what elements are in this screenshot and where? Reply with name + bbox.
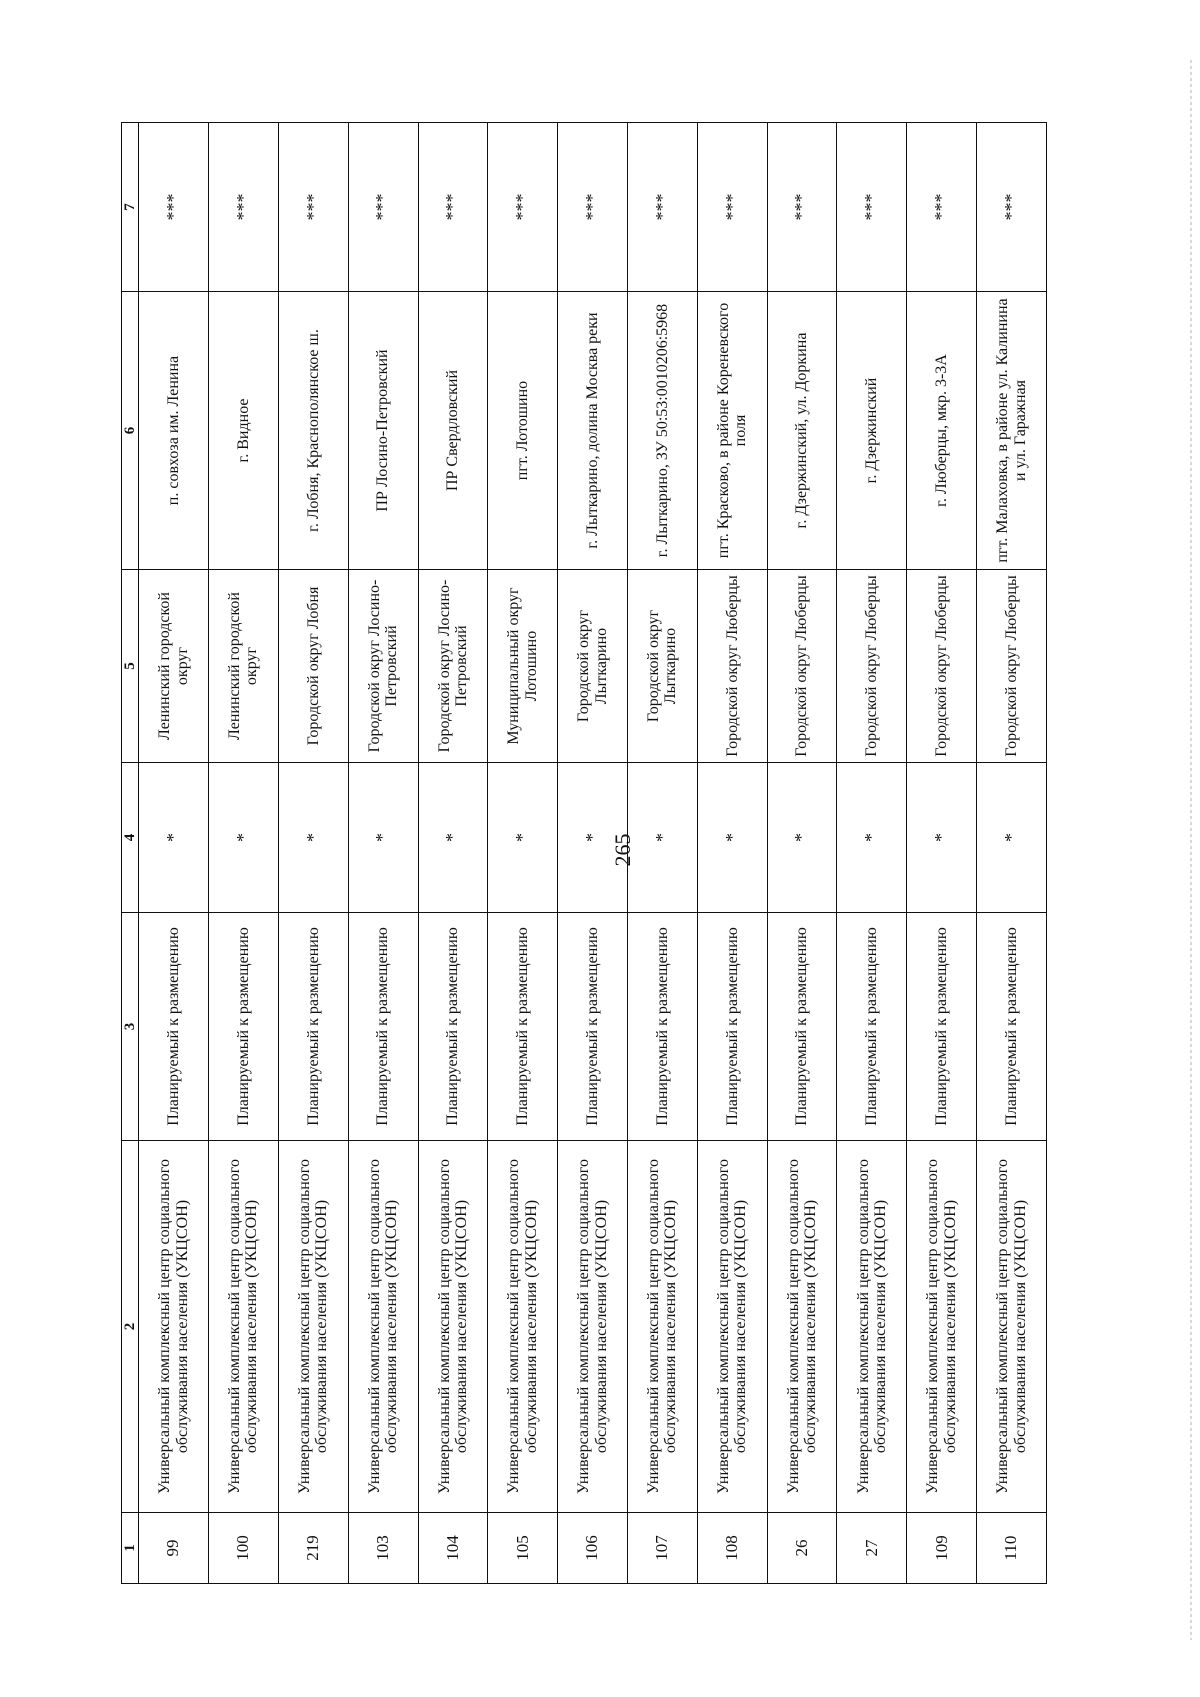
location-cell: г. Лыткарино, ЗУ 50:53:0010206:5968 (627, 292, 697, 570)
location-cell: пгт. Малаховка, в районе ул. Калинина и ул. Гаражная (977, 292, 1047, 570)
table-row (837, 123, 907, 1584)
facility-name-cell: Универсальный комплексный центр социального обслуживания населения (УКЦСОН) (348, 1141, 418, 1513)
column-header: 1 (122, 1513, 139, 1584)
status-cell: Планируемый к размещению (767, 913, 837, 1141)
table-body (139, 123, 1047, 1584)
facility-name-cell: Универсальный комплексный центр социального обслуживания населения (УКЦСОН) (907, 1141, 977, 1513)
facility-name-cell: Универсальный комплексный центр социального обслуживания населения (УКЦСОН) (837, 1141, 907, 1513)
column4-mark-cell: * (209, 763, 279, 913)
municipality-cell: Городской округ Люберцы (907, 570, 977, 763)
facility-name-cell: Универсальный комплексный центр социального обслуживания населения (УКЦСОН) (627, 1141, 697, 1513)
column7-mark-cell: *** (488, 123, 558, 292)
row-number-cell: 100 (209, 1513, 279, 1584)
row-number-cell: 107 (627, 1513, 697, 1584)
row-number-cell: 108 (697, 1513, 767, 1584)
column-header: 7 (122, 123, 139, 292)
location-cell: г. Лобня, Краснополянское ш. (278, 292, 348, 570)
status-cell: Планируемый к размещению (209, 913, 279, 1141)
table-row (907, 123, 977, 1584)
row-number-cell: 106 (558, 1513, 628, 1584)
row-number-cell: 27 (837, 1513, 907, 1584)
column4-mark-cell: * (488, 763, 558, 913)
column-header: 5 (122, 570, 139, 763)
column7-mark-cell: *** (907, 123, 977, 292)
column7-mark-cell: *** (209, 123, 279, 292)
facility-name-cell: Универсальный комплексный центр социального обслуживания населения (УКЦСОН) (977, 1141, 1047, 1513)
table-row (977, 123, 1047, 1584)
column7-mark-cell: *** (139, 123, 209, 292)
column7-mark-cell: *** (627, 123, 697, 292)
table-row (558, 123, 628, 1584)
facility-name-cell: Универсальный комплексный центр социального обслуживания населения (УКЦСОН) (209, 1141, 279, 1513)
column7-mark-cell: *** (348, 123, 418, 292)
status-cell: Планируемый к размещению (139, 913, 209, 1141)
table-header-row (122, 123, 139, 1584)
table-rotated-container (121, 123, 1047, 1584)
facility-name-cell: Универсальный комплексный центр социального обслуживания населения (УКЦСОН) (697, 1141, 767, 1513)
column-header: 2 (122, 1141, 139, 1513)
municipality-cell: Городской округ Люберцы (767, 570, 837, 763)
municipality-cell: Городской округ Лобня (278, 570, 348, 763)
column4-mark-cell: * (278, 763, 348, 913)
location-cell: г. Люберцы, мкр. 3-3А (907, 292, 977, 570)
municipality-cell: Городской округ Лосино-Петровский (348, 570, 418, 763)
municipality-cell: Городской округ Лыткарино (558, 570, 628, 763)
location-cell: п. совхоза им. Ленина (139, 292, 209, 570)
column4-mark-cell: * (767, 763, 837, 913)
column-header: 6 (122, 292, 139, 570)
municipality-cell: Городской округ Люберцы (977, 570, 1047, 763)
column4-mark-cell: * (907, 763, 977, 913)
status-cell: Планируемый к размещению (488, 913, 558, 1141)
status-cell: Планируемый к размещению (418, 913, 488, 1141)
column7-mark-cell: *** (278, 123, 348, 292)
column-header: 4 (122, 763, 139, 913)
table-row (627, 123, 697, 1584)
column4-mark-cell: * (627, 763, 697, 913)
location-cell: г. Лыткарино, долина Москва реки (558, 292, 628, 570)
municipality-cell: Городской округ Лыткарино (627, 570, 697, 763)
status-cell: Планируемый к размещению (278, 913, 348, 1141)
column-header: 3 (122, 913, 139, 1141)
status-cell: Планируемый к размещению (558, 913, 628, 1141)
table-row (767, 123, 837, 1584)
row-number-cell: 109 (907, 1513, 977, 1584)
column4-mark-cell: * (977, 763, 1047, 913)
row-number-cell: 219 (278, 1513, 348, 1584)
location-cell: г. Дзержинский (837, 292, 907, 570)
scan-edge-artifact (1190, 60, 1192, 1640)
column4-mark-cell: * (697, 763, 767, 913)
location-cell: г. Дзержинский, ул. Доркина (767, 292, 837, 570)
status-cell: Планируемый к размещению (697, 913, 767, 1141)
column7-mark-cell: *** (767, 123, 837, 292)
municipality-cell: Ленинский городской округ (139, 570, 209, 763)
facility-name-cell: Универсальный комплексный центр социального обслуживания населения (УКЦСОН) (278, 1141, 348, 1513)
table-row (209, 123, 279, 1584)
column7-mark-cell: *** (558, 123, 628, 292)
status-cell: Планируемый к размещению (907, 913, 977, 1141)
column7-mark-cell: *** (837, 123, 907, 292)
column7-mark-cell: *** (418, 123, 488, 292)
column7-mark-cell: *** (977, 123, 1047, 292)
page-number: 265 (610, 833, 635, 867)
table-row (418, 123, 488, 1584)
municipality-cell: Городской округ Лосино-Петровский (418, 570, 488, 763)
municipality-cell: Городской округ Люберцы (837, 570, 907, 763)
column4-mark-cell: * (139, 763, 209, 913)
facility-name-cell: Универсальный комплексный центр социального обслуживания населения (УКЦСОН) (139, 1141, 209, 1513)
facility-name-cell: Универсальный комплексный центр социального обслуживания населения (УКЦСОН) (488, 1141, 558, 1513)
table-row (488, 123, 558, 1584)
facilities-table (121, 122, 1047, 1584)
column7-mark-cell: *** (697, 123, 767, 292)
status-cell: Планируемый к размещению (977, 913, 1047, 1141)
location-cell: пгт. Лотошино (488, 292, 558, 570)
status-cell: Планируемый к размещению (627, 913, 697, 1141)
location-cell: ПР Свердловский (418, 292, 488, 570)
row-number-cell: 105 (488, 1513, 558, 1584)
table-row (697, 123, 767, 1584)
location-cell: пгт. Красково, в районе Кореневского поля (697, 292, 767, 570)
status-cell: Планируемый к размещению (837, 913, 907, 1141)
status-cell: Планируемый к размещению (348, 913, 418, 1141)
row-number-cell: 26 (767, 1513, 837, 1584)
column4-mark-cell: * (418, 763, 488, 913)
facility-name-cell: Универсальный комплексный центр социального обслуживания населения (УКЦСОН) (418, 1141, 488, 1513)
municipality-cell: Городской округ Люберцы (697, 570, 767, 763)
location-cell: г. Видное (209, 292, 279, 570)
column4-mark-cell: * (558, 763, 628, 913)
facility-name-cell: Универсальный комплексный центр социального обслуживания населения (УКЦСОН) (558, 1141, 628, 1513)
table-row (278, 123, 348, 1584)
row-number-cell: 103 (348, 1513, 418, 1584)
location-cell: ПР Лосино-Петровский (348, 292, 418, 570)
table-row (139, 123, 209, 1584)
column4-mark-cell: * (837, 763, 907, 913)
row-number-cell: 110 (977, 1513, 1047, 1584)
municipality-cell: Ленинский городской округ (209, 570, 279, 763)
facility-name-cell: Универсальный комплексный центр социального обслуживания населения (УКЦСОН) (767, 1141, 837, 1513)
column4-mark-cell: * (348, 763, 418, 913)
row-number-cell: 99 (139, 1513, 209, 1584)
municipality-cell: Муниципальный округ Лотошино (488, 570, 558, 763)
row-number-cell: 104 (418, 1513, 488, 1584)
table-row (348, 123, 418, 1584)
